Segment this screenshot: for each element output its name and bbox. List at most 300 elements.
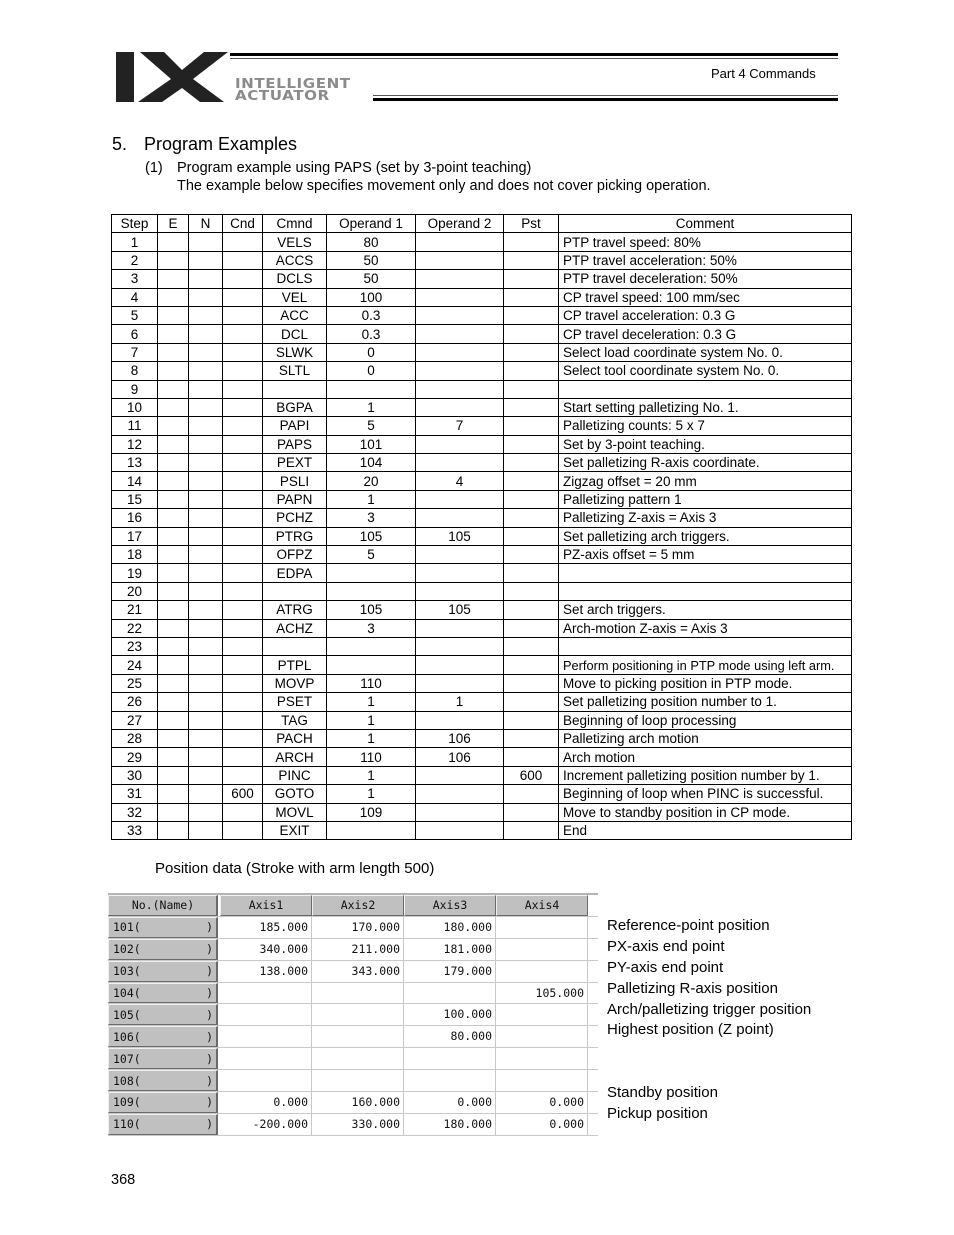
cell-axis2[interactable]: 343.000 <box>312 961 404 982</box>
cell-n <box>189 582 223 600</box>
position-number-button[interactable] <box>108 1004 218 1025</box>
cell-e <box>158 693 189 711</box>
table-row <box>112 693 852 711</box>
cell-pst <box>504 233 559 251</box>
cell-operand1: 50 <box>327 251 416 269</box>
cell-n <box>189 417 223 435</box>
cell-comment <box>559 564 852 582</box>
program-table-header <box>112 215 852 233</box>
position-note: Standby position <box>607 1084 718 1102</box>
cell-cmnd: PAPS <box>263 435 327 453</box>
position-note: PY-axis end point <box>607 958 724 976</box>
cell-operand1: 0.3 <box>327 325 416 343</box>
cell-e <box>158 656 189 674</box>
position-note: Reference-point position <box>607 917 770 934</box>
position-note: PX-axis end point <box>607 937 725 955</box>
cell-comment: Select load coordinate system No. 0. <box>559 343 852 361</box>
cell-comment: Start setting palletizing No. 1. <box>559 398 852 416</box>
cell-cnd <box>223 619 263 637</box>
cell-n <box>189 270 223 288</box>
cell-pst <box>504 417 559 435</box>
cell-operand2 <box>416 362 504 380</box>
cell-comment: Set palletizing position number to 1. <box>559 693 852 711</box>
example-heading <box>145 160 531 176</box>
cell-operand2 <box>416 233 504 251</box>
cell-axis3[interactable]: 180.000 <box>404 1114 496 1135</box>
cell-axis3[interactable]: 80.000 <box>404 1026 496 1047</box>
cell-n <box>189 656 223 674</box>
cell-axis2[interactable] <box>312 1004 404 1025</box>
cell-n <box>189 251 223 269</box>
cell-e <box>158 472 189 490</box>
cell-comment: Palletizing pattern 1 <box>559 490 852 508</box>
cell-cnd <box>223 637 263 655</box>
position-row <box>108 939 598 961</box>
table-row <box>112 380 852 398</box>
position-number-button[interactable] <box>108 983 218 1004</box>
cell-axis2[interactable]: 170.000 <box>312 917 404 938</box>
cell-axis1[interactable] <box>220 1026 312 1047</box>
cell-operand2 <box>416 251 504 269</box>
table-row <box>112 564 852 582</box>
position-name-close: ) <box>206 942 213 957</box>
cell-cnd <box>223 270 263 288</box>
cell-comment: Move to picking position in PTP mode. <box>559 674 852 692</box>
cell-e <box>158 306 189 324</box>
table-row <box>112 398 852 416</box>
cell-axis4[interactable] <box>496 1048 588 1069</box>
cell-operand1: 110 <box>327 674 416 692</box>
cell-axis2[interactable]: 330.000 <box>312 1114 404 1135</box>
position-name-close: ) <box>206 1029 213 1044</box>
cell-pst <box>504 362 559 380</box>
position-number: 110( <box>113 1117 141 1132</box>
cell-n <box>189 546 223 564</box>
cell-cmnd: MOVP <box>263 674 327 692</box>
cell-cnd <box>223 251 263 269</box>
cell-comment: Set arch triggers. <box>559 601 852 619</box>
cell-cnd <box>223 693 263 711</box>
cell-cmnd <box>263 582 327 600</box>
cell-cmnd: SLTL <box>263 362 327 380</box>
cell-operand1: 110 <box>327 748 416 766</box>
position-name-close: ) <box>206 1073 213 1088</box>
cell-operand1: 109 <box>327 803 416 821</box>
cell-operand2 <box>416 270 504 288</box>
cell-step: 19 <box>112 564 158 582</box>
cell-operand2: 1 <box>416 693 504 711</box>
cell-axis1[interactable]: 340.000 <box>220 939 312 960</box>
position-number-button[interactable] <box>108 939 218 960</box>
cell-axis2[interactable] <box>312 983 404 1004</box>
table-row <box>112 766 852 784</box>
cell-n <box>189 435 223 453</box>
cell-cnd <box>223 233 263 251</box>
position-number-button[interactable] <box>108 1114 218 1135</box>
cell-operand1: 20 <box>327 472 416 490</box>
position-number: 108( <box>113 1073 141 1088</box>
cell-pst <box>504 251 559 269</box>
cell-pst <box>504 803 559 821</box>
cell-cnd <box>223 454 263 472</box>
cell-e <box>158 417 189 435</box>
cell-pst <box>504 785 559 803</box>
cell-n <box>189 637 223 655</box>
cell-e <box>158 803 189 821</box>
cell-cmnd: PSET <box>263 693 327 711</box>
cell-axis4[interactable] <box>496 1070 588 1091</box>
cell-axis1[interactable] <box>220 1004 312 1025</box>
col-n: N <box>189 215 223 233</box>
cell-comment: Palletizing counts: 5 x 7 <box>559 417 852 435</box>
cell-e <box>158 490 189 508</box>
table-row <box>112 343 852 361</box>
position-row <box>108 983 598 1005</box>
cell-step: 28 <box>112 729 158 747</box>
cell-step: 20 <box>112 582 158 600</box>
table-row <box>112 803 852 821</box>
table-row <box>112 527 852 545</box>
cell-comment: Beginning of loop processing <box>559 711 852 729</box>
cell-comment: PZ-axis offset = 5 mm <box>559 546 852 564</box>
cell-n <box>189 288 223 306</box>
cell-n <box>189 325 223 343</box>
cell-n <box>189 619 223 637</box>
cell-cmnd: ATRG <box>263 601 327 619</box>
cell-cnd <box>223 490 263 508</box>
cell-axis4[interactable]: 0.000 <box>496 1114 588 1135</box>
table-row <box>112 601 852 619</box>
cell-comment: Perform positioning in PTP mode using left arm. <box>559 656 852 674</box>
cell-n <box>189 821 223 839</box>
cell-n <box>189 564 223 582</box>
table-row <box>112 619 852 637</box>
header-rule-bottom <box>373 98 838 101</box>
cell-n <box>189 803 223 821</box>
position-note <box>607 1062 811 1083</box>
cell-axis2[interactable] <box>312 1070 404 1091</box>
cell-n <box>189 729 223 747</box>
col-cmnd: Cmnd <box>263 215 327 233</box>
cell-operand1: 1 <box>327 398 416 416</box>
table-row <box>112 637 852 655</box>
cell-axis1[interactable]: 138.000 <box>220 961 312 982</box>
cell-operand2 <box>416 803 504 821</box>
cell-e <box>158 233 189 251</box>
cell-pst <box>504 435 559 453</box>
position-number: 107( <box>113 1051 141 1066</box>
cell-step: 6 <box>112 325 158 343</box>
table-row <box>112 270 852 288</box>
logo-wordmark: INTELLIGENT ACTUATOR <box>235 76 351 104</box>
position-data-caption: Position data (Stroke with arm length 500) <box>155 860 435 877</box>
cell-comment: PTP travel acceleration: 50% <box>559 251 852 269</box>
cell-step: 29 <box>112 748 158 766</box>
cell-pst <box>504 729 559 747</box>
section-number: 5. <box>112 134 128 154</box>
cell-axis3[interactable]: 181.000 <box>404 939 496 960</box>
cell-pst <box>504 821 559 839</box>
cell-e <box>158 325 189 343</box>
cell-operand1: 105 <box>327 601 416 619</box>
cell-comment: Set palletizing arch triggers. <box>559 527 852 545</box>
cell-e <box>158 637 189 655</box>
cell-operand1: 1 <box>327 766 416 784</box>
cell-cmnd: ARCH <box>263 748 327 766</box>
cell-pst <box>504 380 559 398</box>
position-number-button[interactable] <box>108 1092 218 1113</box>
table-row <box>112 306 852 324</box>
cell-e <box>158 362 189 380</box>
cell-cmnd: VEL <box>263 288 327 306</box>
cell-operand2: 4 <box>416 472 504 490</box>
cell-n <box>189 509 223 527</box>
cell-n <box>189 527 223 545</box>
position-row <box>108 1048 598 1070</box>
position-number: 109( <box>113 1095 141 1110</box>
col-axis4: Axis4 <box>496 895 588 916</box>
col-comment: Comment <box>559 215 852 233</box>
header-rule-thin <box>230 58 838 59</box>
cell-operand2: 7 <box>416 417 504 435</box>
cell-cmnd: PCHZ <box>263 509 327 527</box>
table-row <box>112 785 852 803</box>
cell-cnd <box>223 601 263 619</box>
ix-logo-mark-icon <box>116 52 228 102</box>
cell-axis1[interactable] <box>220 983 312 1004</box>
table-row <box>112 729 852 747</box>
cell-pst <box>504 472 559 490</box>
position-number: 101( <box>113 920 141 935</box>
col-axis1: Axis1 <box>220 895 312 916</box>
position-data-grid <box>108 893 598 1136</box>
cell-pst <box>504 490 559 508</box>
position-number-button[interactable] <box>108 961 218 982</box>
cell-operand2 <box>416 564 504 582</box>
cell-operand2 <box>416 509 504 527</box>
cell-cmnd: ACHZ <box>263 619 327 637</box>
cell-cmnd: SLWK <box>263 343 327 361</box>
position-number-button[interactable] <box>108 917 218 938</box>
cell-cnd <box>223 729 263 747</box>
cell-operand2 <box>416 343 504 361</box>
cell-n <box>189 693 223 711</box>
cell-cnd: 600 <box>223 785 263 803</box>
cell-axis2[interactable]: 160.000 <box>312 1092 404 1113</box>
cell-cmnd: OFPZ <box>263 546 327 564</box>
cell-cnd <box>223 582 263 600</box>
cell-cnd <box>223 325 263 343</box>
position-name-close: ) <box>206 1095 213 1110</box>
cell-cnd <box>223 748 263 766</box>
cell-e <box>158 711 189 729</box>
table-row <box>112 748 852 766</box>
cell-step: 21 <box>112 601 158 619</box>
program-table <box>111 214 852 840</box>
cell-operand2: 106 <box>416 748 504 766</box>
cell-n <box>189 398 223 416</box>
cell-axis1[interactable] <box>220 1048 312 1069</box>
cell-comment: Beginning of loop when PINC is successful. <box>559 785 852 803</box>
cell-cnd <box>223 306 263 324</box>
cell-axis4[interactable] <box>496 939 588 960</box>
cell-cnd <box>223 362 263 380</box>
ix-logo <box>116 52 396 104</box>
cell-cmnd: PEXT <box>263 454 327 472</box>
cell-step: 10 <box>112 398 158 416</box>
table-row <box>112 435 852 453</box>
cell-operand2: 105 <box>416 601 504 619</box>
cell-operand1: 1 <box>327 785 416 803</box>
cell-axis4[interactable]: 105.000 <box>496 983 588 1004</box>
cell-axis2[interactable] <box>312 1048 404 1069</box>
cell-operand2 <box>416 398 504 416</box>
cell-axis3[interactable] <box>404 1070 496 1091</box>
cell-axis4[interactable] <box>496 1026 588 1047</box>
cell-step: 23 <box>112 637 158 655</box>
cell-axis2[interactable]: 211.000 <box>312 939 404 960</box>
col-cnd: Cnd <box>223 215 263 233</box>
cell-n <box>189 674 223 692</box>
col-axis2: Axis2 <box>312 895 404 916</box>
cell-comment: End <box>559 821 852 839</box>
cell-n <box>189 472 223 490</box>
cell-axis2[interactable] <box>312 1026 404 1047</box>
cell-operand2 <box>416 637 504 655</box>
cell-axis1[interactable] <box>220 1070 312 1091</box>
cell-axis3[interactable] <box>404 983 496 1004</box>
table-row <box>112 454 852 472</box>
cell-e <box>158 619 189 637</box>
cell-step: 14 <box>112 472 158 490</box>
cell-cmnd: PTRG <box>263 527 327 545</box>
cell-cnd <box>223 821 263 839</box>
cell-step: 18 <box>112 546 158 564</box>
cell-axis4[interactable]: 0.000 <box>496 1092 588 1113</box>
cell-step: 22 <box>112 619 158 637</box>
cell-comment: CP travel deceleration: 0.3 G <box>559 325 852 343</box>
cell-pst <box>504 398 559 416</box>
cell-pst <box>504 546 559 564</box>
table-row <box>112 288 852 306</box>
position-row <box>108 1004 598 1026</box>
cell-step: 27 <box>112 711 158 729</box>
cell-axis1[interactable]: 0.000 <box>220 1092 312 1113</box>
position-row <box>108 961 598 983</box>
cell-step: 26 <box>112 693 158 711</box>
position-name-close: ) <box>206 964 213 979</box>
cell-cmnd: EXIT <box>263 821 327 839</box>
example-title: Program example using PAPS (set by 3-point teaching) <box>177 160 532 176</box>
cell-axis4[interactable] <box>496 917 588 938</box>
cell-n <box>189 601 223 619</box>
cell-axis3[interactable]: 100.000 <box>404 1004 496 1025</box>
cell-e <box>158 674 189 692</box>
cell-e <box>158 564 189 582</box>
cell-n <box>189 306 223 324</box>
cell-step: 12 <box>112 435 158 453</box>
cell-comment: CP travel speed: 100 mm/sec <box>559 288 852 306</box>
cell-cnd <box>223 398 263 416</box>
col-pst: Pst <box>504 215 559 233</box>
position-name-close: ) <box>206 1051 213 1066</box>
cell-comment: Palletizing Z-axis = Axis 3 <box>559 509 852 527</box>
position-number-button[interactable] <box>108 1048 218 1069</box>
cell-axis3[interactable]: 0.000 <box>404 1092 496 1113</box>
cell-axis4[interactable] <box>496 961 588 982</box>
cell-axis1[interactable]: 185.000 <box>220 917 312 938</box>
cell-operand1: 1 <box>327 711 416 729</box>
cell-n <box>189 454 223 472</box>
cell-step: 31 <box>112 785 158 803</box>
cell-cmnd: VELS <box>263 233 327 251</box>
cell-operand2 <box>416 766 504 784</box>
cell-n <box>189 343 223 361</box>
cell-operand1 <box>327 821 416 839</box>
cell-pst <box>504 674 559 692</box>
cell-e <box>158 251 189 269</box>
position-number-button[interactable] <box>108 1070 218 1091</box>
cell-operand1: 101 <box>327 435 416 453</box>
cell-operand2 <box>416 582 504 600</box>
cell-step: 33 <box>112 821 158 839</box>
cell-axis3[interactable]: 180.000 <box>404 917 496 938</box>
cell-pst <box>504 270 559 288</box>
col-e: E <box>158 215 189 233</box>
cell-operand2 <box>416 711 504 729</box>
cell-comment: Palletizing arch motion <box>559 729 852 747</box>
cell-cmnd <box>263 637 327 655</box>
cell-pst <box>504 306 559 324</box>
cell-e <box>158 380 189 398</box>
cell-comment: CP travel acceleration: 0.3 G <box>559 306 852 324</box>
cell-axis1[interactable]: -200.000 <box>220 1114 312 1135</box>
cell-axis3[interactable]: 179.000 <box>404 961 496 982</box>
cell-comment: Zigzag offset = 20 mm <box>559 472 852 490</box>
cell-operand2 <box>416 619 504 637</box>
cell-cmnd: EDPA <box>263 564 327 582</box>
cell-cnd <box>223 343 263 361</box>
position-name-close: ) <box>206 986 213 1000</box>
cell-operand1: 0 <box>327 362 416 380</box>
position-number-button[interactable] <box>108 1026 218 1047</box>
cell-operand1: 50 <box>327 270 416 288</box>
cell-step: 30 <box>112 766 158 784</box>
col-operand1: Operand 1 <box>327 215 416 233</box>
cell-axis3[interactable] <box>404 1048 496 1069</box>
cell-operand1 <box>327 582 416 600</box>
position-note: Pickup position <box>607 1105 708 1123</box>
cell-n <box>189 362 223 380</box>
cell-e <box>158 270 189 288</box>
cell-axis4[interactable] <box>496 1004 588 1025</box>
cell-pst <box>504 288 559 306</box>
cell-cnd <box>223 674 263 692</box>
cell-operand2 <box>416 546 504 564</box>
cell-pst <box>504 564 559 582</box>
cell-comment <box>559 637 852 655</box>
cell-cnd <box>223 380 263 398</box>
cell-cmnd: PAPI <box>263 417 327 435</box>
cell-pst <box>504 343 559 361</box>
cell-operand2 <box>416 821 504 839</box>
page-number: 368 <box>111 1172 136 1188</box>
cell-cmnd: DCL <box>263 325 327 343</box>
position-row <box>108 1026 598 1048</box>
cell-operand2 <box>416 656 504 674</box>
cell-operand2 <box>416 380 504 398</box>
cell-cnd <box>223 766 263 784</box>
